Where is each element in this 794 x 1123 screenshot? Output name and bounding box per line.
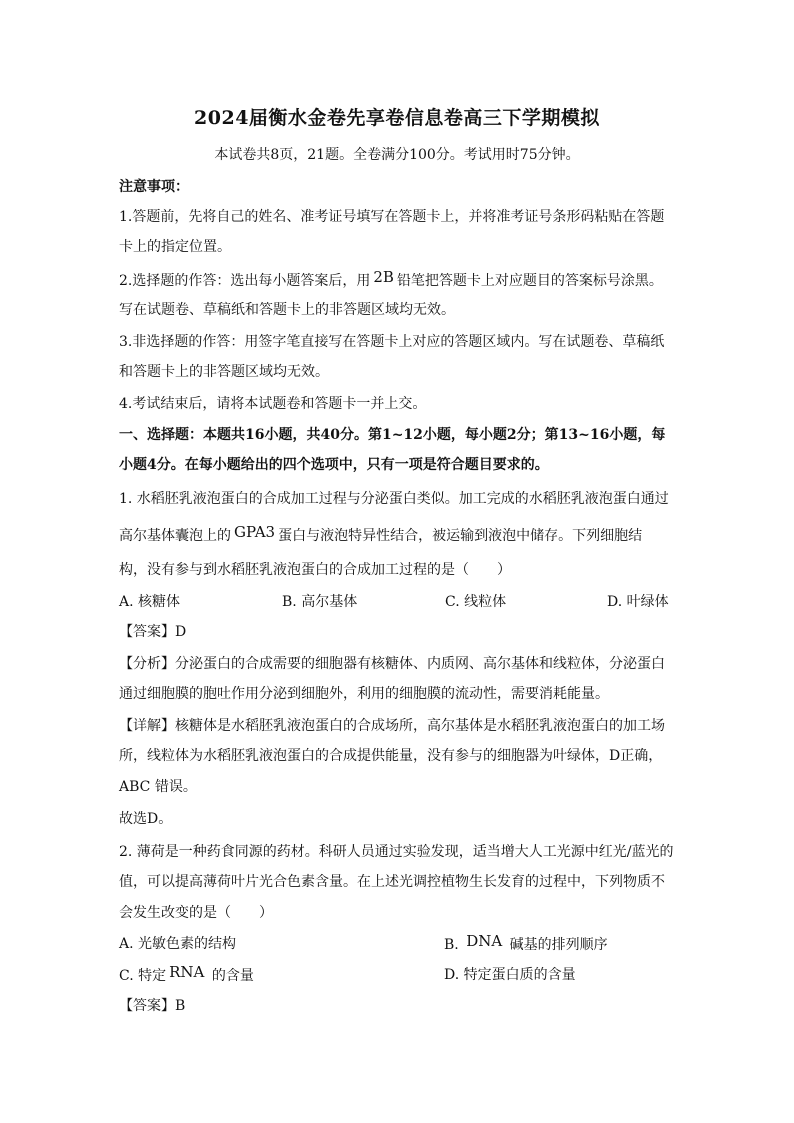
- question-2-option-a: A. 光敏色素的结构: [119, 936, 237, 952]
- question-2-option-b-text: 碱基的排列顺序: [505, 937, 608, 953]
- question-2-stem-line-1: 2. 薄荷是一种药食同源的药材。科研人员通过实验发现，适当增大人工光源中红光/蓝光的: [119, 844, 674, 860]
- question-1-analysis-line-1: 【分析】分泌蛋白的合成需要的细胞器有核糖体、内质网、高尔基体和线粒体，分泌蛋白: [119, 656, 665, 672]
- notice-item-1-line-2: 卡上的指定位置。: [119, 239, 231, 255]
- section-heading-line-2: 小题4分。在每小题给出的四个选项中，只有一项是符合题目要求的。: [119, 457, 549, 473]
- notice-item-3-line-2: 和答题卡上的非答题区域均无效。: [119, 364, 329, 380]
- question-2-option-d: D. 特定蛋白质的含量: [444, 967, 576, 983]
- question-1-option-d: D. 叶绿体: [607, 594, 669, 610]
- question-1-stem-text: 高尔基体囊泡上的: [119, 528, 231, 544]
- question-2-option-c-prefix: C. 特定: [119, 968, 167, 984]
- question-2-option-c: [119, 965, 254, 986]
- question-1-detail-line-1: 【详解】核糖体是水稻胚乳液泡蛋白的合成场所，高尔基体是水稻胚乳液泡蛋白的加工场: [119, 718, 665, 734]
- question-2-stem-line-3: 会发生改变的是（ ）: [119, 905, 273, 921]
- page-title: 2024届衡水金卷先享卷信息卷高三下学期模拟: [194, 107, 600, 129]
- notice-item-2-text-end: 铅笔把答题卡上对应题目的答案标号涂黑。: [396, 273, 663, 289]
- exam-info: 本试卷共8页，21题。全卷满分100分。考试用时75分钟。: [214, 147, 580, 163]
- question-2-stem-line-2: 值，可以提高薄荷叶片光合色素含量。在上述光调控植物生长发育的过程中，下列物质不: [119, 874, 665, 890]
- question-1-detail-line-3: ABC 错误。: [119, 779, 197, 795]
- notice-item-2-text: 2.选择题的作答：选出每小题答案后，用: [119, 273, 371, 289]
- pencil-grade-formula: 2B: [373, 268, 394, 286]
- notice-item-2-line-2: 写在试题卷、草稿纸和答题卡上的非答题区域均无效。: [119, 302, 455, 318]
- question-2-answer: 【答案】B: [119, 998, 186, 1014]
- question-1-stem-line-3: 构，没有参与到水稻胚乳液泡蛋白的合成加工过程的是（ ）: [119, 562, 511, 578]
- notice-item-1-line-1: 1.答题前，先将自己的姓名、准考证号填写在答题卡上，并将准考证号条形码粘贴在答题: [119, 209, 665, 225]
- question-1-option-a: A. 核糖体: [119, 594, 181, 610]
- protein-formula: GPA3: [234, 523, 276, 541]
- question-1-conclusion: 故选D。: [119, 811, 173, 827]
- question-1-stem-line-2: [119, 525, 679, 546]
- question-1-option-c: C. 线粒体: [445, 594, 507, 610]
- dna-formula: DNA: [466, 932, 503, 950]
- question-1-answer: 【答案】D: [119, 624, 187, 640]
- question-2-option-c-text: 的含量: [207, 968, 254, 984]
- notice-item-2-line-1: [119, 270, 679, 291]
- question-2-option-b-prefix: B.: [444, 937, 464, 953]
- question-1-detail-line-2: 所，线粒体为水稻胚乳液泡蛋白的合成提供能量，没有参与的细胞器为叶绿体，D正确，: [119, 748, 663, 764]
- notice-heading: 注意事项：: [119, 179, 189, 195]
- question-2-option-b: [444, 934, 608, 955]
- rna-formula: RNA: [169, 963, 205, 981]
- section-heading-line-1: 一、选择题：本题共16小题，共40分。第1~12小题，每小题2分；第13~16小题，每: [119, 427, 666, 443]
- question-1-stem-line-1: 1. 水稻胚乳液泡蛋白的合成加工过程与分泌蛋白类似。加工完成的水稻胚乳液泡蛋白通过: [119, 491, 669, 507]
- notice-item-4: 4.考试结束后，请将本试题卷和答题卡一并上交。: [119, 396, 427, 412]
- notice-item-3-line-1: 3.非选择题的作答：用签字笔直接写在答题卡上对应的答题区域内。写在试题卷、草稿纸: [119, 334, 665, 350]
- question-1-analysis-line-2: 通过细胞膜的胞吐作用分泌到细胞外，利用的细胞膜的流动性，需要消耗能量。: [119, 686, 609, 702]
- question-1-stem-text-end: 蛋白与液泡特异性结合，被运输到液泡中储存。下列细胞结: [278, 528, 643, 544]
- question-1-option-b: B. 高尔基体: [282, 594, 358, 610]
